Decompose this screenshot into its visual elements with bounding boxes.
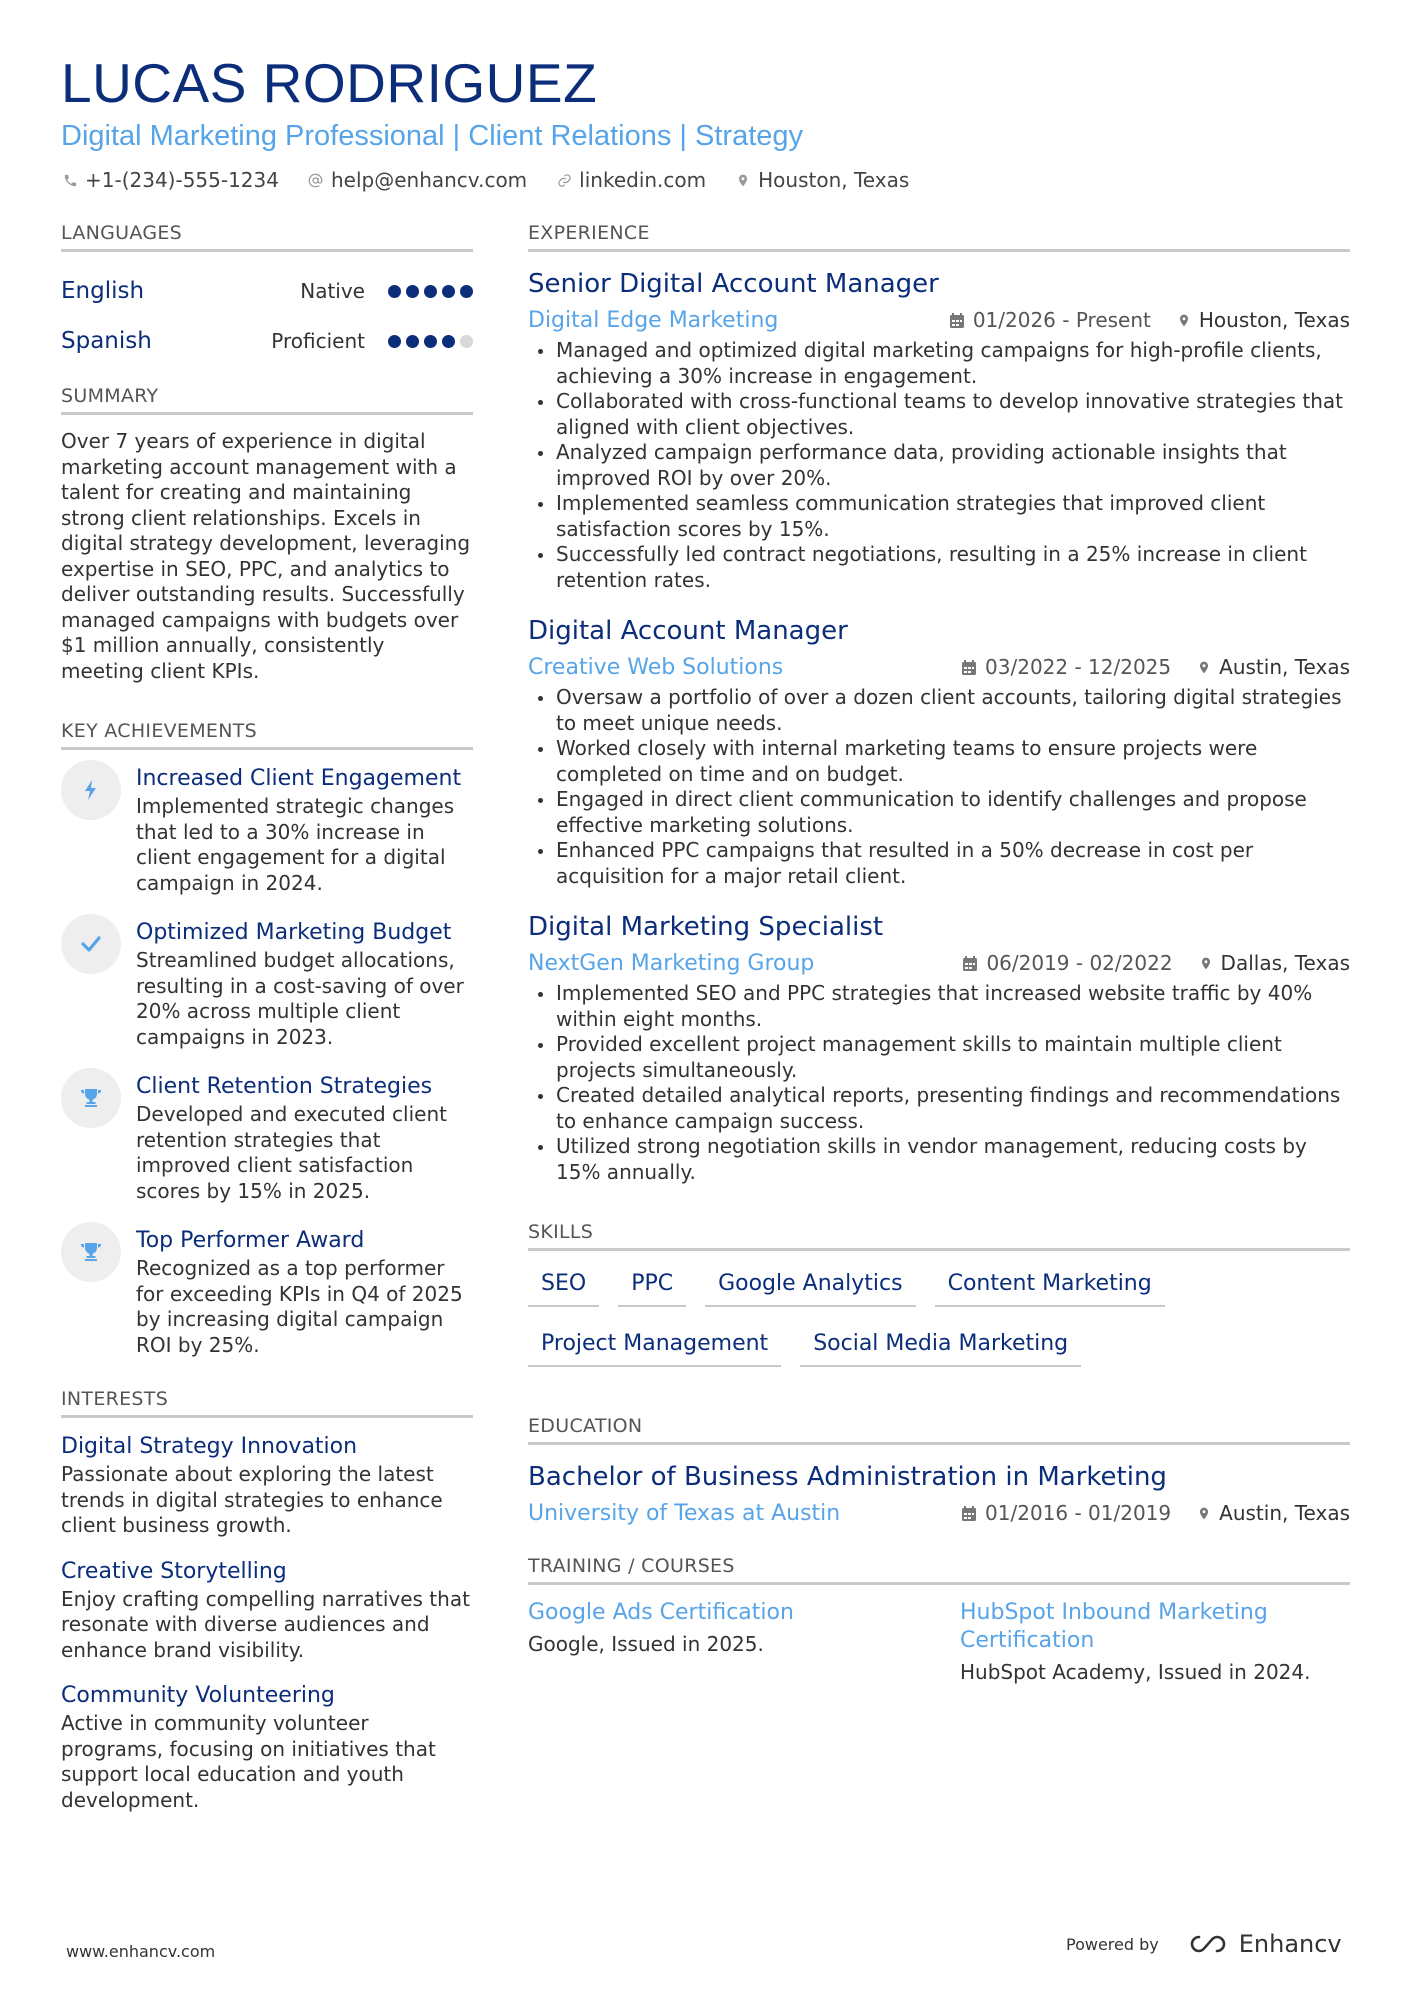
job-bullet: Provided excellent project management skills to maintain multiple client projects simultaneously. [528, 1032, 1350, 1083]
location-pin-icon [734, 171, 752, 189]
left-column [61, 222, 473, 1831]
education-meta [528, 1495, 1350, 1531]
proficiency-dots [383, 285, 473, 298]
achievement-item [61, 1072, 473, 1204]
interest-desc: Enjoy crafting compelling narratives that resonate with diverse audiences and enhance brand visibility. [61, 1586, 470, 1662]
skill-tag: PPC [618, 1265, 686, 1307]
job-entry [528, 613, 1350, 889]
education-location-text: Austin, Texas [1219, 1501, 1350, 1525]
location-pin-icon [1197, 659, 1211, 676]
education-school: University of Texas at Austin [528, 1500, 841, 1526]
resume-header [61, 50, 1361, 192]
job-bullets [528, 981, 1350, 1185]
language-name: English [61, 278, 145, 304]
interest-title: Creative Storytelling [61, 1558, 287, 1584]
achievement-title: Optimized Marketing Budget [136, 920, 452, 945]
location-text: Houston, Texas [758, 168, 910, 192]
job-meta [528, 302, 1350, 338]
education-heading: EDUCATION [528, 1415, 1350, 1445]
job-dates-text: 06/2019 - 02/2022 [986, 951, 1173, 975]
job-bullet: Utilized strong negotiation skills in vendor management, reducing costs by 15% annually. [528, 1134, 1350, 1185]
job-title: Senior Digital Account Manager [528, 269, 939, 299]
achievements-section [61, 720, 473, 1358]
job-dates-text: 03/2022 - 12/2025 [985, 655, 1172, 679]
location-pin-icon [1197, 1505, 1211, 1522]
experience-section [528, 222, 1350, 1185]
brand-name: Enhancv [1238, 1930, 1342, 1958]
education-dates [961, 1501, 1171, 1525]
achievement-item [61, 764, 473, 896]
skills-list [528, 1265, 1350, 1385]
job-bullet: Collaborated with cross-functional teams to develop innovative strategies that aligned with client objectives. [528, 389, 1350, 440]
job-dates [949, 308, 1151, 332]
skill-tag: Social Media Marketing [800, 1325, 1081, 1367]
job-entry [528, 266, 1350, 593]
contact-linkedin[interactable] [555, 168, 706, 192]
education-section [528, 1415, 1350, 1531]
job-entry [528, 909, 1350, 1185]
experience-heading: EXPERIENCE [528, 222, 1350, 252]
job-bullet: Implemented SEO and PPC strategies that increased website traffic by 40% within eight months. [528, 981, 1350, 1032]
summary-heading: SUMMARY [61, 385, 473, 415]
footer-website[interactable]: www.enhancv.com [66, 1942, 216, 1961]
job-location [1177, 308, 1350, 332]
training-heading: TRAINING / COURSES [528, 1555, 1350, 1585]
job-bullets [528, 685, 1350, 889]
right-column [528, 222, 1350, 1687]
job-bullet: Analyzed campaign performance data, providing actionable insights that improved ROI by over 20%. [528, 440, 1350, 491]
training-section [528, 1555, 1350, 1687]
interest-item [61, 1557, 473, 1664]
skills-heading: SKILLS [528, 1221, 1350, 1251]
interests-section [61, 1388, 473, 1813]
candidate-name: LUCAS RODRIGUEZ [61, 52, 598, 114]
lightning-icon [61, 760, 121, 820]
calendar-icon [949, 312, 965, 329]
language-name: Spanish [61, 328, 152, 354]
enhancv-logo-icon [1185, 1932, 1231, 1956]
interest-desc: Passionate about exploring the latest trends in digital strategies to enhance client business growth. [61, 1462, 443, 1537]
languages-heading: LANGUAGES [61, 222, 473, 252]
dot-filled [406, 285, 419, 298]
language-level: Native [300, 279, 365, 303]
contact-bar [61, 168, 1361, 192]
email-text: help@enhancv.com [330, 168, 528, 192]
at-icon [307, 171, 325, 189]
interest-item [61, 1681, 473, 1813]
job-dates [961, 655, 1171, 679]
interest-desc: Active in community volunteer programs, focusing on initiatives that support local education and youth development. [61, 1711, 436, 1812]
interest-item [61, 1432, 473, 1539]
achievement-desc: Developed and executed client retention strategies that improved client satisfaction scores by 15% in 2025. [136, 1102, 447, 1203]
achievement-title: Client Retention Strategies [136, 1074, 433, 1099]
footer-branding [1066, 1930, 1342, 1958]
dot-filled [388, 285, 401, 298]
candidate-headline: Digital Marketing Professional | Client Relations | Strategy [61, 120, 804, 152]
linkedin-text: linkedin.com [579, 168, 707, 192]
job-title: Digital Marketing Specialist [528, 912, 884, 942]
dot-empty [460, 335, 473, 348]
job-bullet: Managed and optimized digital marketing campaigns for high-profile clients, achieving a 30% increase in engagement. [528, 338, 1350, 389]
skills-section [528, 1221, 1350, 1385]
job-bullet: Created detailed analytical reports, presenting findings and recommendations to enhance campaign success. [528, 1083, 1350, 1134]
summary-text: Over 7 years of experience in digital marketing account management with a talent for creating and maintaining strong client relationships. Excels in digital strategy development, leveraging expertise in SEO, PPC, and analytics to deliver outstanding results. Successfully managed campaigns with budgets over $1 million annually, consistently meeting client KPIs. [61, 429, 471, 683]
language-item [61, 316, 473, 366]
job-bullets [528, 338, 1350, 593]
skill-tag: SEO [528, 1265, 599, 1307]
course-desc: HubSpot Academy, Issued in 2024. [960, 1660, 1311, 1684]
powered-by-text: Powered by [1066, 1934, 1159, 1954]
job-location-text: Austin, Texas [1219, 655, 1350, 679]
phone-icon [61, 171, 79, 189]
job-location [1197, 655, 1350, 679]
education-degree: Bachelor of Business Administration in Marketing [528, 1462, 1167, 1492]
languages-section [61, 222, 473, 366]
education-location [1197, 1501, 1350, 1525]
enhancv-logo[interactable] [1185, 1930, 1342, 1958]
job-company: Digital Edge Marketing [528, 307, 779, 333]
dot-filled [460, 285, 473, 298]
job-meta [528, 649, 1350, 685]
skill-tag: Content Marketing [935, 1265, 1165, 1307]
job-bullet: Enhanced PPC campaigns that resulted in a 50% decrease in cost per acquisition for a major retail client. [528, 838, 1350, 889]
job-company: Creative Web Solutions [528, 654, 784, 680]
calendar-icon [961, 659, 977, 676]
dot-filled [424, 335, 437, 348]
education-dates-text: 01/2016 - 01/2019 [985, 1501, 1172, 1525]
achievement-desc: Implemented strategic changes that led to a 30% increase in client engagement for a digital campaign in 2024. [136, 794, 455, 895]
trophy-icon [61, 1222, 121, 1282]
skill-tag: Project Management [528, 1325, 781, 1367]
job-company: NextGen Marketing Group [528, 950, 815, 976]
interest-title: Digital Strategy Innovation [61, 1434, 358, 1459]
dot-filled [406, 335, 419, 348]
calendar-icon [962, 955, 978, 972]
achievement-desc: Streamlined budget allocations, resulting in a cost-saving of over 20% across multiple client campaigns in 2023. [136, 948, 464, 1049]
job-title: Digital Account Manager [528, 616, 848, 646]
course-desc: Google, Issued in 2025. [528, 1632, 764, 1656]
course-item [960, 1599, 1320, 1687]
dot-filled [388, 335, 401, 348]
summary-section [61, 385, 473, 684]
job-bullet: Worked closely with internal marketing teams to ensure projects were completed on time and on budget. [528, 736, 1350, 787]
job-bullet: Successfully led contract negotiations, resulting in a 25% increase in client retention rates. [528, 542, 1350, 593]
location-pin-icon [1199, 955, 1213, 972]
calendar-icon [961, 1505, 977, 1522]
dot-filled [424, 285, 437, 298]
interest-title: Community Volunteering [61, 1683, 335, 1708]
contact-location [734, 168, 909, 192]
job-location-text: Dallas, Texas [1220, 951, 1350, 975]
achievement-title: Top Performer Award [136, 1228, 365, 1253]
job-bullet: Implemented seamless communication strategies that improved client satisfaction scores by 15%. [528, 491, 1350, 542]
achievement-item [61, 1226, 473, 1358]
courses-list [528, 1599, 1350, 1687]
interests-heading: INTERESTS [61, 1388, 473, 1418]
proficiency-dots [383, 335, 473, 348]
phone-text: +1-(234)-555-1234 [85, 168, 279, 192]
job-dates [962, 951, 1172, 975]
job-meta [528, 945, 1350, 981]
achievement-desc: Recognized as a top performer for exceeding KPIs in Q4 of 2025 by increasing digital campaign ROI by 25%. [136, 1256, 463, 1357]
checkmark-icon [61, 914, 121, 974]
job-location [1199, 951, 1350, 975]
dot-filled [442, 285, 455, 298]
course-title: HubSpot Inbound Marketing Certification [960, 1600, 1268, 1653]
language-level: Proficient [271, 329, 365, 353]
link-icon [555, 171, 573, 189]
job-location-text: Houston, Texas [1198, 308, 1350, 332]
job-dates-text: 01/2026 - Present [972, 308, 1151, 332]
job-bullet: Engaged in direct client communication to identify challenges and propose effective marketing solutions. [528, 787, 1350, 838]
course-title: Google Ads Certification [528, 1600, 794, 1625]
achievements-heading: KEY ACHIEVEMENTS [61, 720, 473, 750]
job-bullet: Oversaw a portfolio of over a dozen client accounts, tailoring digital strategies to meet unique needs. [528, 685, 1350, 736]
dot-filled [442, 335, 455, 348]
trophy-icon [61, 1068, 121, 1128]
language-item [61, 266, 473, 316]
contact-email[interactable] [307, 168, 527, 192]
contact-phone[interactable] [61, 168, 279, 192]
skill-tag: Google Analytics [705, 1265, 915, 1307]
achievement-title: Increased Client Engagement [136, 766, 462, 791]
achievement-item [61, 918, 473, 1050]
location-pin-icon [1177, 312, 1191, 329]
course-item [528, 1599, 960, 1687]
